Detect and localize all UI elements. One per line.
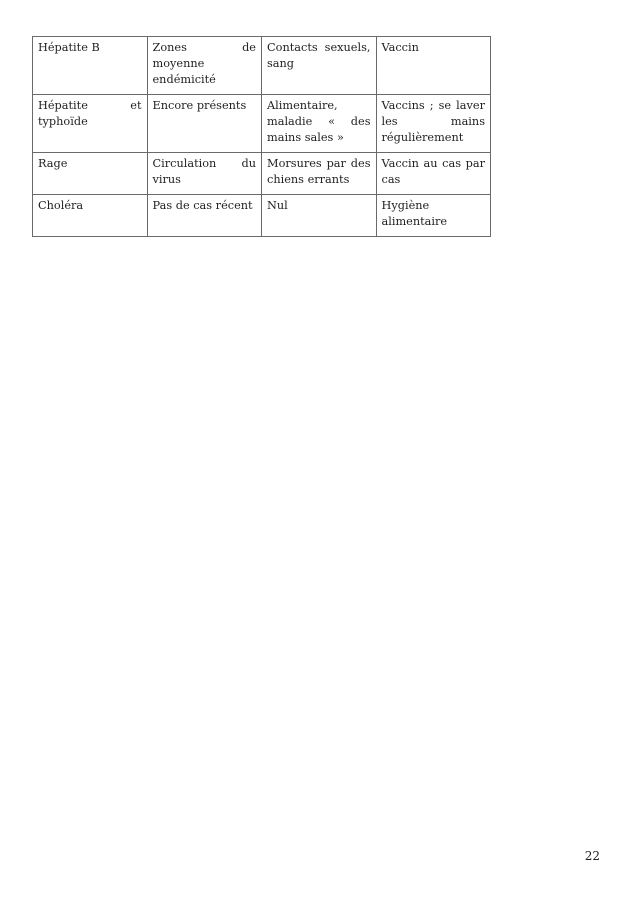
table-row bbox=[33, 153, 491, 195]
table-cell: Encore présents bbox=[147, 95, 262, 153]
table-cell: Vaccins ; se laver les mains régulièrement bbox=[376, 95, 491, 153]
table-cell: Zones de moyenne endémicité bbox=[147, 37, 262, 95]
table-cell: Hygiène alimentaire bbox=[376, 195, 491, 237]
table-row bbox=[33, 95, 491, 153]
disease-table bbox=[32, 36, 491, 237]
table-cell: Vaccin au cas par cas bbox=[376, 153, 491, 195]
page-number: 22 bbox=[584, 849, 600, 863]
table-cell: Morsures par des chiens errants bbox=[262, 153, 377, 195]
table-cell: Rage bbox=[33, 153, 148, 195]
table-row bbox=[33, 37, 491, 95]
table-cell: Choléra bbox=[33, 195, 148, 237]
table-cell: Nul bbox=[262, 195, 377, 237]
table-cell: Hépatite et typhoïde bbox=[33, 95, 148, 153]
table-cell: Vaccin bbox=[376, 37, 491, 95]
table-cell: Alimentaire, maladie « des mains sales » bbox=[262, 95, 377, 153]
table-cell: Contacts sexuels, sang bbox=[262, 37, 377, 95]
table-row bbox=[33, 195, 491, 237]
table-cell: Hépatite B bbox=[33, 37, 148, 95]
table-cell: Pas de cas récent bbox=[147, 195, 262, 237]
table-cell: Circulation du virus bbox=[147, 153, 262, 195]
